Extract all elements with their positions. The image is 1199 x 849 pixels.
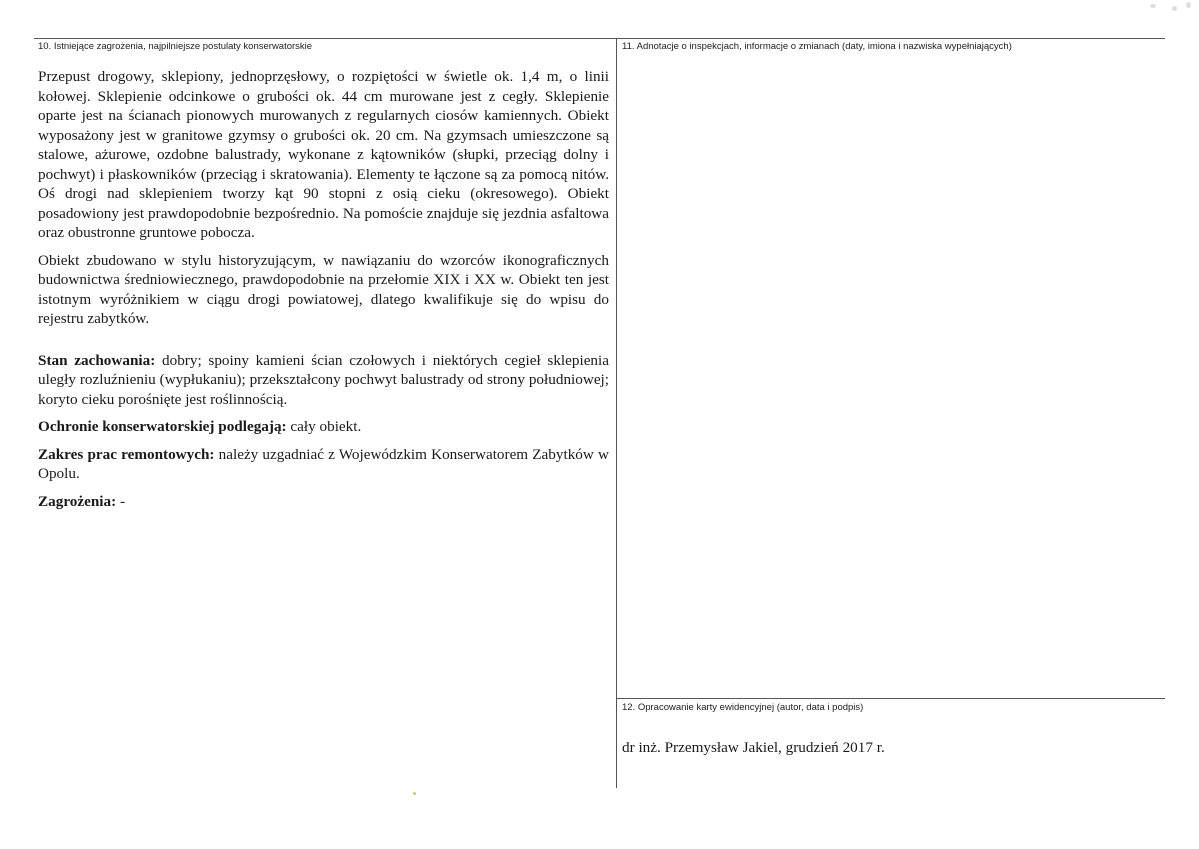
- stan-zachowania-label: Stan zachowania:: [38, 351, 156, 369]
- zakres-label: Zakres prac remontowych:: [38, 445, 215, 463]
- top-border: [34, 38, 1165, 39]
- author-signature: dr inż. Przemysław Jakiel, grudzień 2017 r.: [622, 739, 885, 756]
- scan-smudge: [1172, 6, 1177, 11]
- ochrona-text: cały obiekt.: [286, 418, 362, 435]
- scan-smudge: [1150, 4, 1156, 8]
- ochrona-paragraph: [38, 417, 609, 437]
- ochrona-label: Ochronie konserwatorskiej podlegają:: [38, 418, 287, 435]
- right-section-divider: [616, 698, 1165, 699]
- scan-speck: [413, 792, 416, 795]
- zagrozenia-paragraph: [38, 492, 609, 512]
- section-10-body: [38, 67, 609, 511]
- section-11-header: 11. Adnotacje o inspekcjach, informacje o zmianach (daty, imiona i nazwiska wypełniających): [622, 41, 1012, 52]
- zagrozenia-text: -: [116, 492, 126, 510]
- zakres-paragraph: [38, 445, 609, 484]
- section-12-header: 12. Opracowanie karty ewidencyjnej (autor, data i podpis): [622, 702, 864, 713]
- description-paragraph-2: Obiekt zbudowano w stylu historyzującym, w nawiązaniu do wzorców ikonograficznych budownictwa średniowiecznego, prawdopodobnie na przełomie XIX i XX w. Obiekt ten jest istotnym wyróżnikiem w ciągu drogi powiatowej, dlatego kwalifikuje się do wpisu do rejestru zabytków.: [38, 251, 609, 327]
- column-divider: [616, 38, 617, 788]
- stan-zachowania-text: dobry; spoiny kamieni ścian czołowych i niektórych cegieł sklepienia uległy rozluźnieniu (wypłukaniu); przekształcony pochwyt balustrady od strony południowej; koryto cieku porośnięte jest roślinnością.: [38, 351, 609, 408]
- scan-smudge: [1186, 2, 1191, 8]
- zagrozenia-label: Zagrożenia:: [38, 492, 117, 510]
- zakres-text: należy uzgadniać z Wojewódzkim Konserwatorem Zabytków w Opolu.: [38, 445, 609, 482]
- stan-zachowania-paragraph: [38, 351, 609, 410]
- description-paragraph-1: Przepust drogowy, sklepiony, jednoprzęsłowy, o rozpiętości w świetle ok. 1,4 m, o linii kołowej. Sklepienie odcinkowe o grubości ok. 44 cm murowane jest z cegły. Sklepienie oparte jest na ścianach pionowych murowanych z regularnych ciosów kamiennych. Obiekt wyposażony jest w granitowe gzymsy o grubości ok. 20 cm. Na gzymsach umieszczone są stalowe, ażurowe, ozdobne balustrady, wykonane z kątowników (słupki, przeciąg dolny i pochwyt) i płaskowników (przeciąg i skratowania). Elementy te łączone są za pomocą nitów. Oś drogi nad sklepieniem tworzy kąt 90 stopni z osią cieku (okresowego). Obiekt posadowiony jest prawdopodobnie bezpośrednio. Na pomoście znajduje się jezdnia asfaltowa oraz obustronne gruntowe pobocza.: [38, 68, 609, 241]
- section-10-header: 10. Istniejące zagrożenia, najpilniejsze postulaty konserwatorskie: [38, 41, 313, 52]
